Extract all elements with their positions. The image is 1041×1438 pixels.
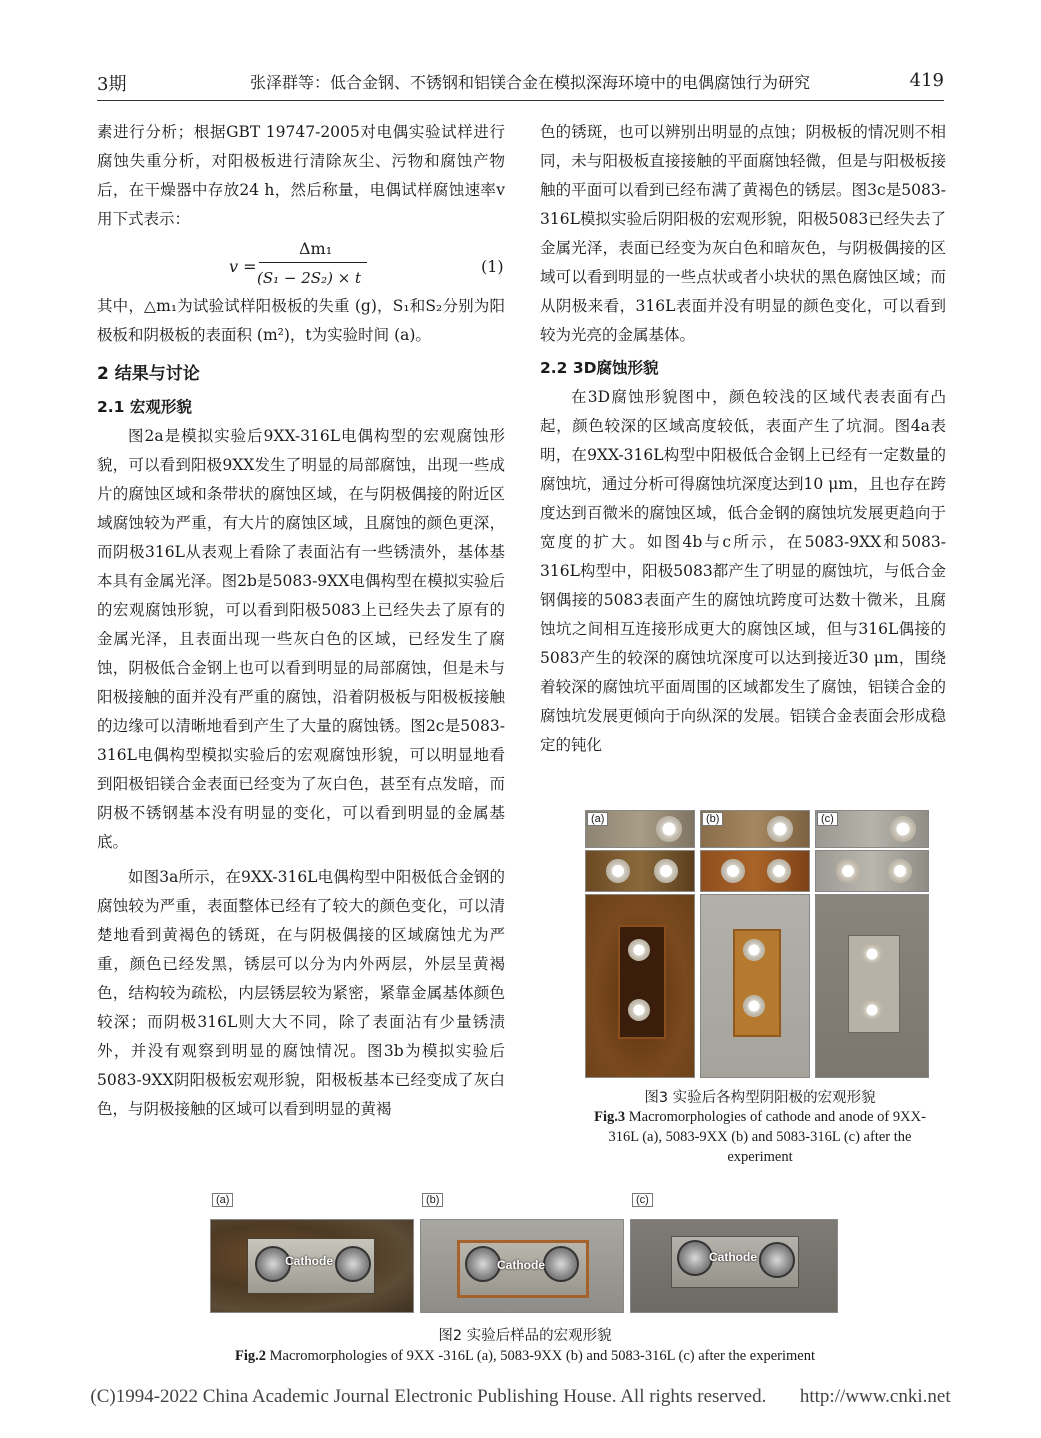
photo-3b-anode: [700, 894, 810, 1078]
formula-lhs: v =: [229, 257, 257, 276]
photo-2a: [210, 1219, 414, 1313]
paragraph: 如图3a所示，在9XX-316L电偶构型中阳极低合金钢的腐蚀较为严重，表面整体已经有了较大的颜色变化，可以清楚地看到黄褐色的锈斑，在与阴极偶接的区域腐蚀尤为严重，颜色已经发黑，锈层可以分为内外两层，外层呈黄褐色，结构较为疏松，内层锈层较为紧密，紧靠金属基体颜色较深；而阴极316L则大大不同，除了表面沾有少量锈渍外，并没有观察到明显的腐蚀情况。图3b为模拟实验后5083-9XX阴阳极板宏观形貌，阳极板基本已经变成了灰白色，与阴极接触的区域可以看到明显的黄褐: [97, 868, 505, 1118]
running-title: 张泽群等：低合金钢、不锈钢和铝镁合金在模拟深海环境中的电偶腐蚀行为研究: [249, 73, 810, 92]
photo-2c: [630, 1219, 838, 1313]
fraction-bar: [259, 262, 367, 263]
section-heading: 2 结果与讨论: [97, 364, 200, 384]
photo-3c-anode: [815, 894, 929, 1078]
formula-numerator: Δm₁: [299, 239, 333, 258]
copyright-text: (C)1994-2022 China Academic Journal Electronic Publishing House. All rights reserved.: [90, 1386, 767, 1407]
figure-3-caption-cn: 图3 实验后各构型阴阳极的宏观形貌: [644, 1090, 876, 1106]
paragraph: 色的锈斑，也可以辨别出明显的点蚀；阴极板的情况则不相同，未与阳极板直接接触的平面腐蚀轻微，但是与阳极板接触的平面可以看到已经布满了黄褐色的锈层。图3c是5083-316L模拟实验后阴阳极的宏观形貌，阳极5083已经失去了金属光泽，表面已经变为灰白色和暗灰色，与阴极偶接的区域可以看到明显的一些点状或者小块状的黑色腐蚀区域；而从阴极来看，316L表面并没有明显的颜色变化，可以看到较为光亮的金属基体。: [540, 123, 946, 344]
figure-2-caption: [150, 1324, 900, 1367]
left-column: [97, 118, 505, 1124]
photo-3a-anode: [585, 894, 695, 1078]
figure-2-caption-en: Macromorphologies of 9XX -316L (a), 5083-9XX (b) and 5083-316L (c) after the experiment: [266, 1348, 815, 1364]
figure-3-caption-en: Macromorphologies of cathode and anode of 9XX-316L (a), 5083-9XX (b) and 5083-316L (c) after the experiment: [608, 1109, 926, 1165]
figure-2-caption-cn: 图2 实验后样品的宏观形貌: [438, 1328, 612, 1344]
photo-3b-cathode-bottom: [700, 850, 810, 892]
photo-3a-cathode-bottom: [585, 850, 695, 892]
figure-3-label-c: (c): [817, 812, 838, 826]
figure-3-label-b: (b): [702, 812, 723, 826]
paragraph: 其中，△m₁为试验试样阳极板的失重 (g)，S₁和S₂分别为阳极板和阴极板的表面积 (m²)，t为实验时间 (a)。: [97, 297, 505, 344]
figure-2-label-a: (a): [212, 1193, 233, 1207]
header-rule: [97, 100, 944, 101]
photo-2b: [420, 1219, 624, 1313]
paragraph: 素进行分析；根据GBT 19747-2005对电偶实验试样进行腐蚀失重分析，对阳极板进行清除灰尘、污物和腐蚀产物后，在干燥器中存放24 h，然后称量，电偶试样腐蚀速率v用下式表示：: [97, 123, 505, 228]
photo-3c-cathode-bottom: [815, 850, 929, 892]
right-column: [540, 118, 946, 760]
cathode-label-b: Cathode: [497, 1258, 545, 1272]
issue-number: 3期: [97, 74, 127, 95]
paragraph: 在3D腐蚀形貌图中，颜色较浅的区域代表表面有凸起，颜色较深的区域高度较低，表面产生了坑洞。图4a表明，在9XX-316L构型中阳极低合金钢上已经有一定数量的腐蚀坑，通过分析可得腐蚀坑深度达到10 μm，且也存在跨度达到百微米的腐蚀区域，低合金钢的腐蚀坑发展更趋向于宽度的扩大。如图4b与c所示，在5083-9XX和5083-316L构型中，阳极5083都产生了明显的腐蚀坑，与低合金钢偶接的5083表面产生的腐蚀坑跨度可达数十微米，且腐蚀坑之间相互连接形成更大的腐蚀区域，但与316L偶接的5083产生的较深的腐蚀坑深度可以达到接近30 μm，围绕着较深的腐蚀坑平面周围的区域都发生了腐蚀，铝镁合金的腐蚀坑发展更倾向于向纵深的发展。铝镁合金表面会形成稳定的钝化: [540, 388, 946, 754]
figure-3-caption-label: Fig.3: [594, 1109, 626, 1125]
figure-3-caption-en-block: [570, 1107, 950, 1167]
cathode-label-a: Cathode: [285, 1254, 333, 1268]
equation-1: [97, 234, 505, 292]
formula-denominator: (S₁ − 2S₂) × t: [257, 269, 362, 287]
figure-2-label-b: (b): [422, 1193, 443, 1207]
figure-3-caption: [570, 1086, 950, 1167]
figure-2-caption-label: Fig.2: [235, 1348, 267, 1364]
subsection-heading: 2.2 3D腐蚀形貌: [540, 359, 659, 377]
copyright-footer: [0, 1386, 1041, 1408]
page-number: 419: [909, 70, 944, 91]
figure-3-label-a: (a): [587, 812, 608, 826]
cathode-label-c: Cathode: [709, 1250, 757, 1264]
paragraph: 图2a是模拟实验后9XX-316L电偶构型的宏观腐蚀形貌，可以看到阳极9XX发生了明显的局部腐蚀，出现一些成片的腐蚀区域和条带状的腐蚀区域，在与阴极偶接的附近区域腐蚀较为严重，有大片的腐蚀区域，且腐蚀的颜色更深，而阴极316L从表观上看除了表面沾有一些锈渍外，基体基本具有金属光泽。图2b是5083-9XX电偶构型在模拟实验后的宏观腐蚀形貌，可以看到阳极5083上已经失去了原有的金属光泽，且表面出现一些灰白色的区域，已经发生了腐蚀，阴极低合金钢上也可以看到明显的局部腐蚀，但是未与阳极接触的面并没有严重的腐蚀，沿着阴极板与阳极板接触的边缘可以清晰地看到产生了大量的腐蚀锈。图2c是5083-316L电偶构型模拟实验后的宏观腐蚀形貌，可以明显地看到阳极铝镁合金表面已经变为了灰白色，甚至有点发暗，而阴极不锈钢基本没有明显的变化，可以看到明显的金属基底。: [97, 427, 505, 851]
figure-2: [210, 1193, 840, 1313]
cnki-url: http://www.cnki.net: [799, 1386, 951, 1407]
figure-3: [585, 810, 930, 1080]
equation-number: (1): [481, 257, 504, 276]
figure-2-label-c: (c): [632, 1193, 653, 1207]
subsection-heading: 2.1 宏观形貌: [97, 398, 192, 416]
figure-2-caption-en-block: [150, 1345, 900, 1367]
